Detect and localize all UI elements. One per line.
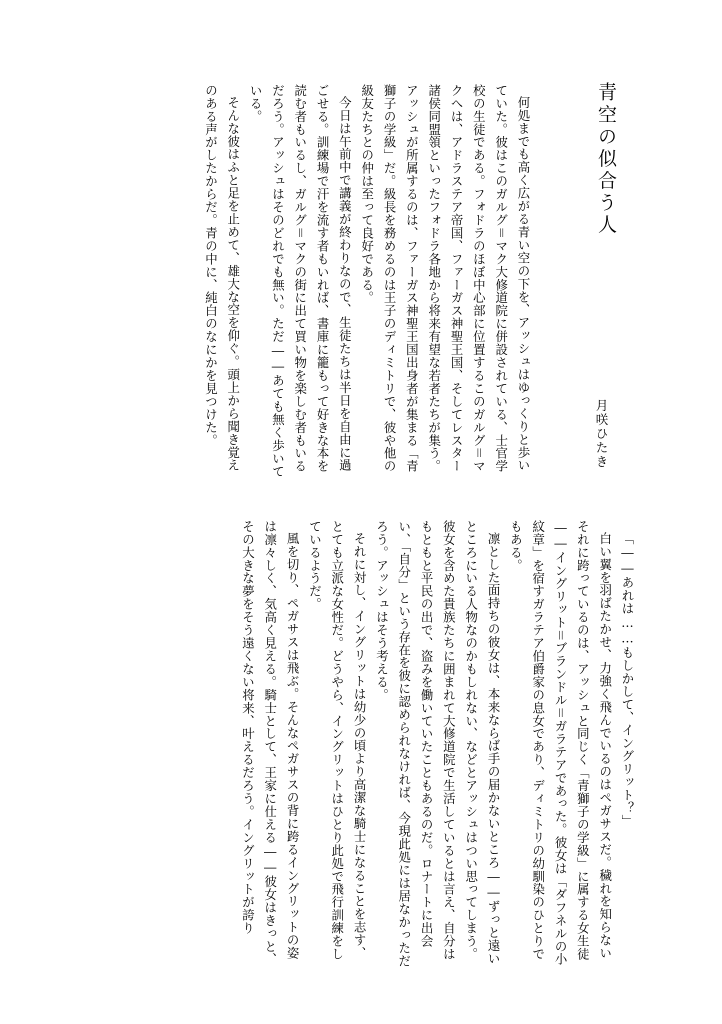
paragraph: 凛とした面持ちの彼女は、本来ならば手の届かないところ――ずっと遠いところにいる人物なのかもしれない、などとアッシュはつい思ってしまう。彼女を含めた貴族たちに囲まれて大修道院で生活しているとは言え、自分はもともと平民の出で、盗みを働いていたこともあるのだ。ロナートに出会い、「自分」という存在を彼に認められなければ、今現此処には居なかっただろう。アッシュはそう考える。 xyxy=(374,520,502,968)
page-title: 青空の似合う人 xyxy=(595,82,617,237)
paragraph: 「――あれは……もしかして、イングリット？」 xyxy=(620,532,635,828)
bottom-section xyxy=(92,516,638,986)
paragraph: 白い翼を羽ばたかせ、力強く飛んでいるのはペガサスだ。穢れを知らないそれに跨っているのは、アッシュと同じく「青獅子の学級」に属する女生徒――イングリット＝ブランドル＝ガラテアであった。彼女は「ダフネルの小紋章」を宿すガラテア伯爵家の息女であり、ディミトリの幼馴染のひとりでもある。 xyxy=(508,520,613,966)
bottom-body-text xyxy=(92,520,638,972)
paragraph: 風を切り、ペガサスは飛ぶ。そんなペガサスの背に跨るイングリットの姿は凛々しく、気高く見える。騎士として、王家に仕える――彼女はきっと、その大きな夢をそう遠くない将来、叶えるだろう。イングリットが誇り xyxy=(240,520,301,966)
paragraph: 何処までも高く広がる青い空の下を、アッシュはゆっくりと歩いていた。彼はこのガルグ＝マク大修道院に併設されている、士官学校の生徒である。フォドラのほぼ中心部に位置するこのガルグ＝マクへは、アドラステア帝国、ファーガス神聖王国、そしてレスター諸侯同盟領といったフォドラ各地から将来有望な若者たちが集う。アッシュが所属するのは、ファーガス神聖王国出身者が集まる「青獅子の学級」だ。級長を務めるのは王子のディミトリで、彼や他の級友たちとの仲は至って良好である。 xyxy=(359,84,531,473)
paragraph: そんな彼はふと足を止めて、雄大な空を仰ぐ。頭上から聞き覚えのある声がしたからだ。青の中に、純白のなにかを見つけた。 xyxy=(203,84,241,473)
top-body-text xyxy=(102,84,534,479)
top-section xyxy=(92,44,638,496)
paragraph: それに対し、イングリットは幼少の頃より高潔な騎士になることを志す、とても立派な女性だ。どうやら、イングリットはひとり此処で飛行訓練をしているようだ。 xyxy=(307,520,368,961)
author-name: 月咲ひたき xyxy=(594,399,609,469)
paragraph: 今日は午前中で講義が終わりなので、生徒たちは半日を自由に過ごせる。訓練場で汗を流す者もいれば、書庫に籠もって好きな本を読む者もいるし、ガルグ＝マクの街に出て買い物を楽しむ者もいるだろう。アッシュはそのどれでも無い。ただ――あても無く歩いている。 xyxy=(248,84,353,478)
